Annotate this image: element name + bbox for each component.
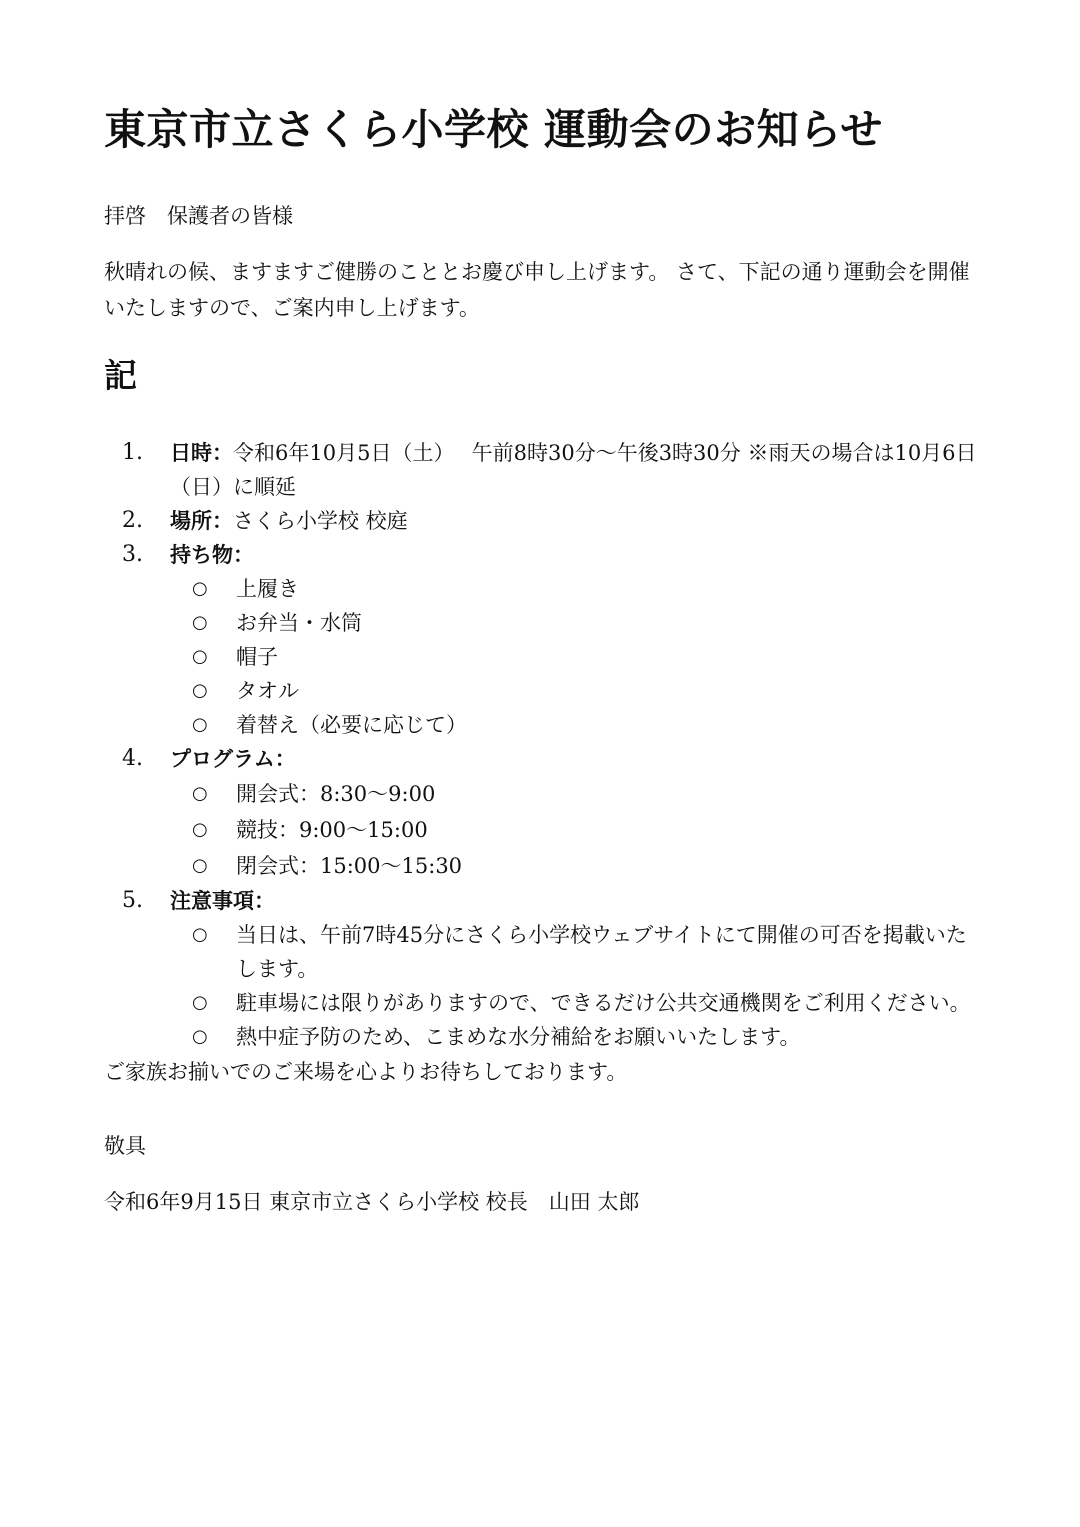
- closing-line: ご家族お揃いでのご来場を心よりお待ちしております。: [104, 1060, 628, 1084]
- list-item: ○ 着替え（必要に応じて）: [170, 708, 980, 742]
- item-label: 場所：: [170, 508, 233, 533]
- circle-bullet-icon: ○: [192, 1026, 208, 1047]
- item-text: 令和6年10月5日（土） 午前8時30分〜午後3時30分 ※雨天の場合は10月6日（日）に順延: [170, 441, 977, 499]
- list-item-belongings: [104, 538, 980, 742]
- list-item: ○ 競技：9:00〜15:00: [170, 812, 980, 848]
- notes-list: [170, 918, 980, 1054]
- list-item: ○ 当日は、午前7時45分にさくら小学校ウェブサイトにて開催の可否を掲載いたします。: [170, 918, 980, 986]
- belongings-list: [170, 572, 980, 742]
- circle-bullet-icon: ○: [192, 714, 208, 735]
- circle-bullet-icon: ○: [192, 783, 208, 804]
- list-number: 1.: [122, 440, 143, 465]
- list-item-program: [104, 742, 980, 884]
- list-item-datetime: [104, 436, 980, 504]
- list-item: ○ 開会式：8:30〜9:00: [170, 776, 980, 812]
- list-number: 3.: [122, 542, 143, 567]
- list-number: 4.: [122, 746, 143, 771]
- circle-bullet-icon: ○: [192, 819, 208, 840]
- list-number: 2.: [122, 508, 143, 533]
- circle-bullet-icon: ○: [192, 855, 208, 876]
- list-number: 5.: [122, 888, 143, 913]
- keigu: 敬具: [104, 1134, 146, 1158]
- signature-line: 令和6年9月15日 東京市立さくら小学校 校長 山田 太郎: [104, 1190, 640, 1214]
- list-item: ○ 帽子: [170, 640, 980, 674]
- section-heading: 記: [104, 356, 137, 395]
- details-list: [104, 436, 980, 1054]
- item-label: 注意事項：: [170, 888, 275, 913]
- program-list: [170, 776, 980, 884]
- circle-bullet-icon: ○: [192, 612, 208, 633]
- item-text: さくら小学校 校庭: [233, 509, 408, 533]
- document-title: 東京市立さくら小学校 運動会のお知らせ: [104, 105, 883, 154]
- circle-bullet-icon: ○: [192, 680, 208, 701]
- item-label: プログラム：: [170, 746, 296, 771]
- list-item-notes: [104, 884, 980, 1054]
- circle-bullet-icon: ○: [192, 578, 208, 599]
- list-item: ○ 熱中症予防のため、こまめな水分補給をお願いいたします。: [170, 1020, 980, 1054]
- intro-paragraph: 秋晴れの候、ますますご健勝のこととお慶び申し上げます。 さて、下記の通り運動会を開催いたしますので、ご案内申し上げます。: [104, 260, 970, 320]
- circle-bullet-icon: ○: [192, 646, 208, 667]
- list-item: ○ お弁当・水筒: [170, 606, 980, 640]
- list-item: ○ 駐車場には限りがありますので、できるだけ公共交通機関をご利用ください。: [170, 986, 980, 1020]
- list-item-place: [104, 504, 980, 538]
- salutation: 拝啓 保護者の皆様: [104, 204, 293, 228]
- list-item: ○ 上履き: [170, 572, 980, 606]
- list-item: ○ 閉会式：15:00〜15:30: [170, 848, 980, 884]
- circle-bullet-icon: ○: [192, 924, 208, 945]
- list-item: ○ タオル: [170, 674, 980, 708]
- item-label: 日時：: [170, 440, 233, 465]
- circle-bullet-icon: ○: [192, 992, 208, 1013]
- item-label: 持ち物：: [170, 542, 254, 567]
